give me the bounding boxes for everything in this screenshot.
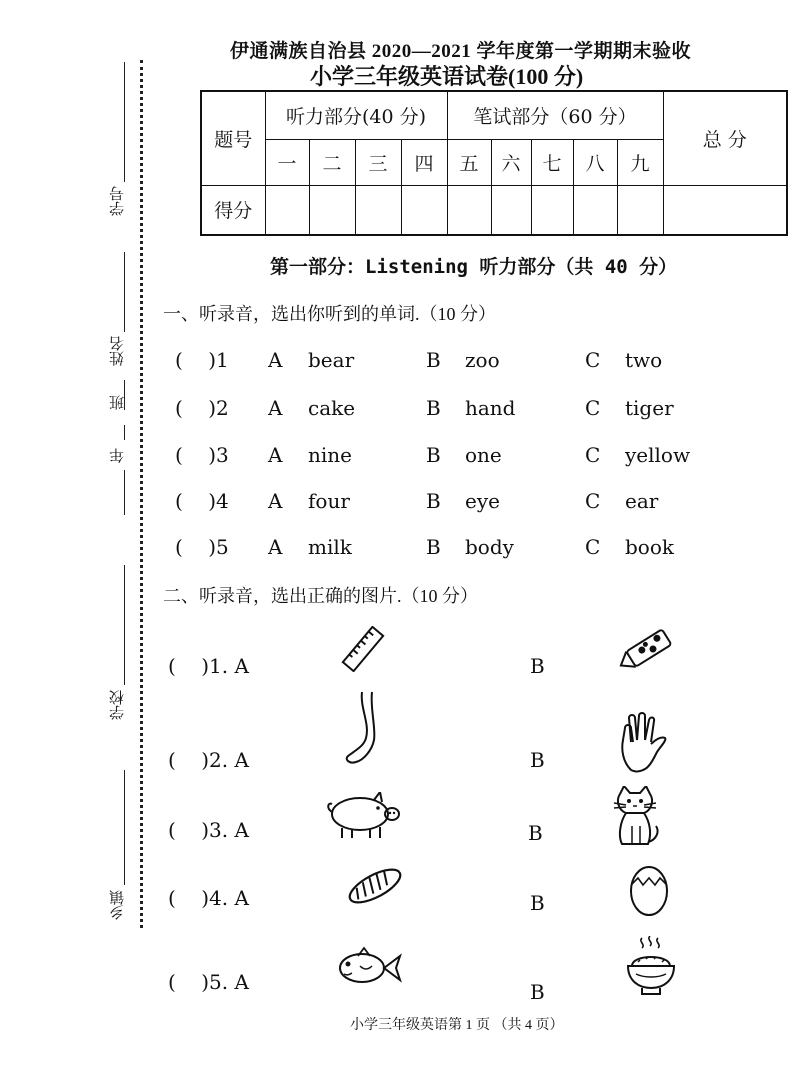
question-number: 四 <box>401 139 447 185</box>
option-b-word: zoo <box>465 348 500 372</box>
crayon-icon[interactable] <box>615 626 677 676</box>
option-letter-b: B <box>426 489 441 513</box>
grade-blank-top <box>124 425 125 440</box>
option-c-word: yellow <box>625 443 691 467</box>
option-letter-c: C <box>585 489 601 513</box>
answer-bracket[interactable]: ( )4. A <box>168 886 249 910</box>
grade-blank <box>124 470 125 515</box>
item-number: 1 <box>216 348 229 372</box>
cat-icon[interactable] <box>610 786 662 848</box>
item-label: )3. A <box>201 818 249 842</box>
answer-bracket[interactable]: ( )3. A <box>168 818 249 842</box>
town-label: 乡镇 <box>108 890 126 920</box>
option-b-label: B <box>530 980 545 1004</box>
question-number: 二 <box>309 139 355 185</box>
option-letter-c: C <box>585 443 601 467</box>
option-letter-b: B <box>426 443 441 467</box>
item-number: 4 <box>216 489 229 513</box>
option-a-word: cake <box>308 396 356 420</box>
total-header: 总 分 <box>663 91 787 185</box>
option-a-word: bear <box>308 348 355 372</box>
score-cell[interactable] <box>447 185 491 235</box>
fish-icon[interactable] <box>334 946 404 988</box>
total-score-cell[interactable] <box>663 185 787 235</box>
option-b-word: eye <box>465 489 500 513</box>
answer-bracket[interactable]: ( )1 <box>175 348 229 372</box>
option-letter-c: C <box>585 535 601 559</box>
exam-title-line2: 小学三年级英语试卷(100 分) <box>310 64 584 89</box>
option-letter-c: C <box>585 348 601 372</box>
option-b-word: body <box>465 535 514 559</box>
question-number: 三 <box>355 139 401 185</box>
grade-label: 年 <box>108 448 126 463</box>
option-a-word: four <box>308 489 350 513</box>
item-label: )4. A <box>201 886 249 910</box>
option-letter-a: A <box>268 443 283 467</box>
question-number: 六 <box>491 139 531 185</box>
option-b-label: B <box>530 891 545 915</box>
option-b-word: hand <box>465 396 516 420</box>
question-number: 九 <box>617 139 663 185</box>
part1-title: 第一部分：Listening 听力部分（共 40 分） <box>270 256 678 278</box>
town-blank <box>124 770 125 885</box>
score-cell[interactable] <box>617 185 663 235</box>
option-letter-b: B <box>426 535 441 559</box>
listening-header: 听力部分(40 分) <box>265 91 447 139</box>
option-letter-b: B <box>426 348 441 372</box>
name-blank <box>124 252 125 332</box>
leg-icon[interactable] <box>340 690 380 766</box>
page-footer: 小学三年级英语第 1 页 （共 4 页） <box>350 1018 564 1033</box>
question-number: 七 <box>531 139 573 185</box>
answer-bracket[interactable]: ( )2 <box>175 396 229 420</box>
student-no-label: 学号 <box>108 186 126 216</box>
question-number: 五 <box>447 139 491 185</box>
item-number: 3 <box>216 443 229 467</box>
bread-icon[interactable] <box>344 864 406 908</box>
exam-title-line1: 伊通满族自治县 2020—2021 学年度第一学期期末验收 <box>230 41 692 62</box>
item-number: 5 <box>216 535 229 559</box>
option-a-word: nine <box>308 443 352 467</box>
school-blank <box>124 565 125 685</box>
option-b-label: B <box>530 654 545 678</box>
item-label: )2. A <box>201 748 249 772</box>
rice-bowl-icon[interactable] <box>624 936 678 1000</box>
score-cell[interactable] <box>355 185 401 235</box>
school-label: 学校 <box>108 690 126 720</box>
score-cell[interactable] <box>401 185 447 235</box>
score-cell[interactable] <box>309 185 355 235</box>
answer-bracket[interactable]: ( )4 <box>175 489 229 513</box>
question-number-header: 题号 <box>201 91 265 185</box>
answer-bracket[interactable]: ( )1. A <box>168 654 249 678</box>
written-header: 笔试部分（60 分） <box>447 91 663 139</box>
answer-bracket[interactable]: ( )3 <box>175 443 229 467</box>
option-c-word: tiger <box>625 396 674 420</box>
section1-title: 一、听录音，选出你听到的单词.（10 分） <box>163 304 496 324</box>
option-letter-a: A <box>268 348 283 372</box>
answer-bracket[interactable]: ( )5. A <box>168 970 249 994</box>
option-c-word: two <box>625 348 663 372</box>
answer-bracket[interactable]: ( )5 <box>175 535 229 559</box>
hand-icon[interactable] <box>615 712 671 774</box>
pig-icon[interactable] <box>326 792 402 840</box>
option-letter-a: A <box>268 489 283 513</box>
option-c-word: ear <box>625 489 659 513</box>
item-label: )5. A <box>201 970 249 994</box>
question-number: 一 <box>265 139 309 185</box>
option-letter-a: A <box>268 535 283 559</box>
option-b-label: B <box>528 821 543 845</box>
score-table <box>200 90 788 236</box>
option-letter-b: B <box>426 396 441 420</box>
option-b-label: B <box>530 748 545 772</box>
item-label: )1. A <box>201 654 249 678</box>
option-b-word: one <box>465 443 502 467</box>
score-cell[interactable] <box>573 185 617 235</box>
section2-title: 二、听录音，选出正确的图片.（10 分） <box>163 586 478 606</box>
item-number: 2 <box>216 396 229 420</box>
score-cell[interactable] <box>531 185 573 235</box>
ruler-icon[interactable] <box>340 626 386 672</box>
option-c-word: book <box>625 535 675 559</box>
score-cell[interactable] <box>491 185 531 235</box>
name-label: 姓名 <box>108 336 126 366</box>
class-label: 班 <box>108 395 126 410</box>
score-label: 得分 <box>201 185 265 235</box>
option-letter-a: A <box>268 396 283 420</box>
option-a-word: milk <box>308 535 352 559</box>
question-number: 八 <box>573 139 617 185</box>
student-no-blank <box>124 62 125 182</box>
egg-icon[interactable] <box>626 858 672 918</box>
score-cell[interactable] <box>265 185 309 235</box>
option-letter-c: C <box>585 396 601 420</box>
answer-bracket[interactable]: ( )2. A <box>168 748 249 772</box>
binding-dotted-line <box>140 60 143 928</box>
